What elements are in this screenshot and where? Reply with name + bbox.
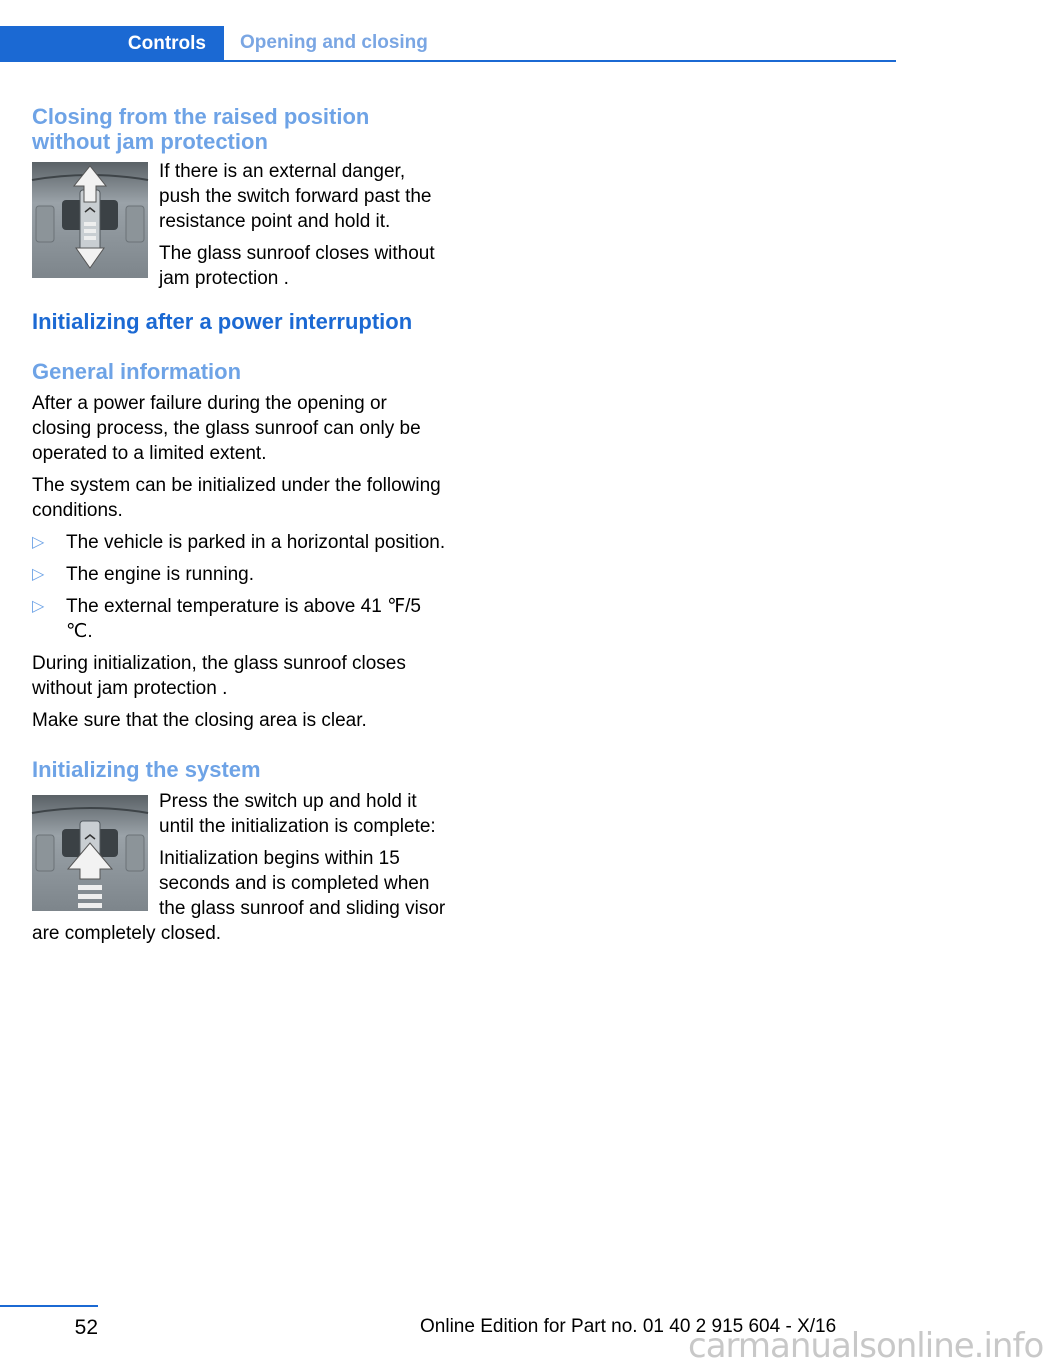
header-chapter-tab: Opening and closing bbox=[240, 32, 428, 53]
paragraph: If there is an external danger, push the switch forward past the resistance point and hold it. bbox=[159, 161, 432, 232]
switch-push-up-icon bbox=[32, 795, 148, 911]
header-section-tab: Controls bbox=[0, 26, 224, 62]
footer-rule bbox=[0, 1305, 98, 1307]
content-column bbox=[32, 104, 450, 946]
list-item: ▷ The vehicle is parked in a horizontal position. bbox=[32, 532, 446, 553]
paragraph: The system can be initialized under the following conditions. bbox=[32, 475, 441, 521]
triangle-bullet-icon: ▷ bbox=[32, 566, 45, 583]
watermark: carmanualsonline.info bbox=[688, 1326, 1043, 1366]
paragraph: During initialization, the glass sunroof closes without jam protection . bbox=[32, 653, 406, 699]
list-item: ▷ The engine is running. bbox=[32, 564, 255, 585]
paragraph: Initialization begins within 15 seconds and is completed when the glass sunroof and sliding visor are completely closed. bbox=[32, 848, 446, 944]
section-initializing-system bbox=[32, 789, 450, 946]
subsection-title-initializing-system: Initializing the system bbox=[32, 757, 261, 782]
paragraph: After a power failure during the opening or closing process, the glass sunroof can only be operated to a limited extent. bbox=[32, 393, 421, 464]
section-title-closing-without-jam: Closing from the raised position without jam protection bbox=[32, 104, 370, 154]
triangle-bullet-icon: ▷ bbox=[32, 534, 45, 551]
paragraph: Press the switch up and hold it until the initialization is complete: bbox=[159, 791, 436, 837]
section-title-initializing: Initializing after a power interruption bbox=[32, 309, 413, 334]
triangle-bullet-icon: ▷ bbox=[32, 598, 45, 615]
conditions-list bbox=[32, 530, 450, 644]
paragraph: The glass sunroof closes without jam protection . bbox=[159, 243, 435, 289]
section-closing-without-jam bbox=[32, 159, 450, 291]
header-rule bbox=[224, 60, 896, 62]
footer-edition-text: Online Edition for Part no. 01 40 2 915 604 - X/16 bbox=[420, 1316, 837, 1337]
page-header bbox=[0, 26, 896, 62]
switch-push-forward-icon bbox=[32, 162, 148, 278]
list-item: ▷ The external temperature is above 41 ℉/5 ℃. bbox=[32, 596, 421, 642]
paragraph: Make sure that the closing area is clear. bbox=[32, 710, 367, 731]
page-number: 52 bbox=[74, 1316, 98, 1339]
subsection-title-general-information: General information bbox=[32, 359, 242, 384]
